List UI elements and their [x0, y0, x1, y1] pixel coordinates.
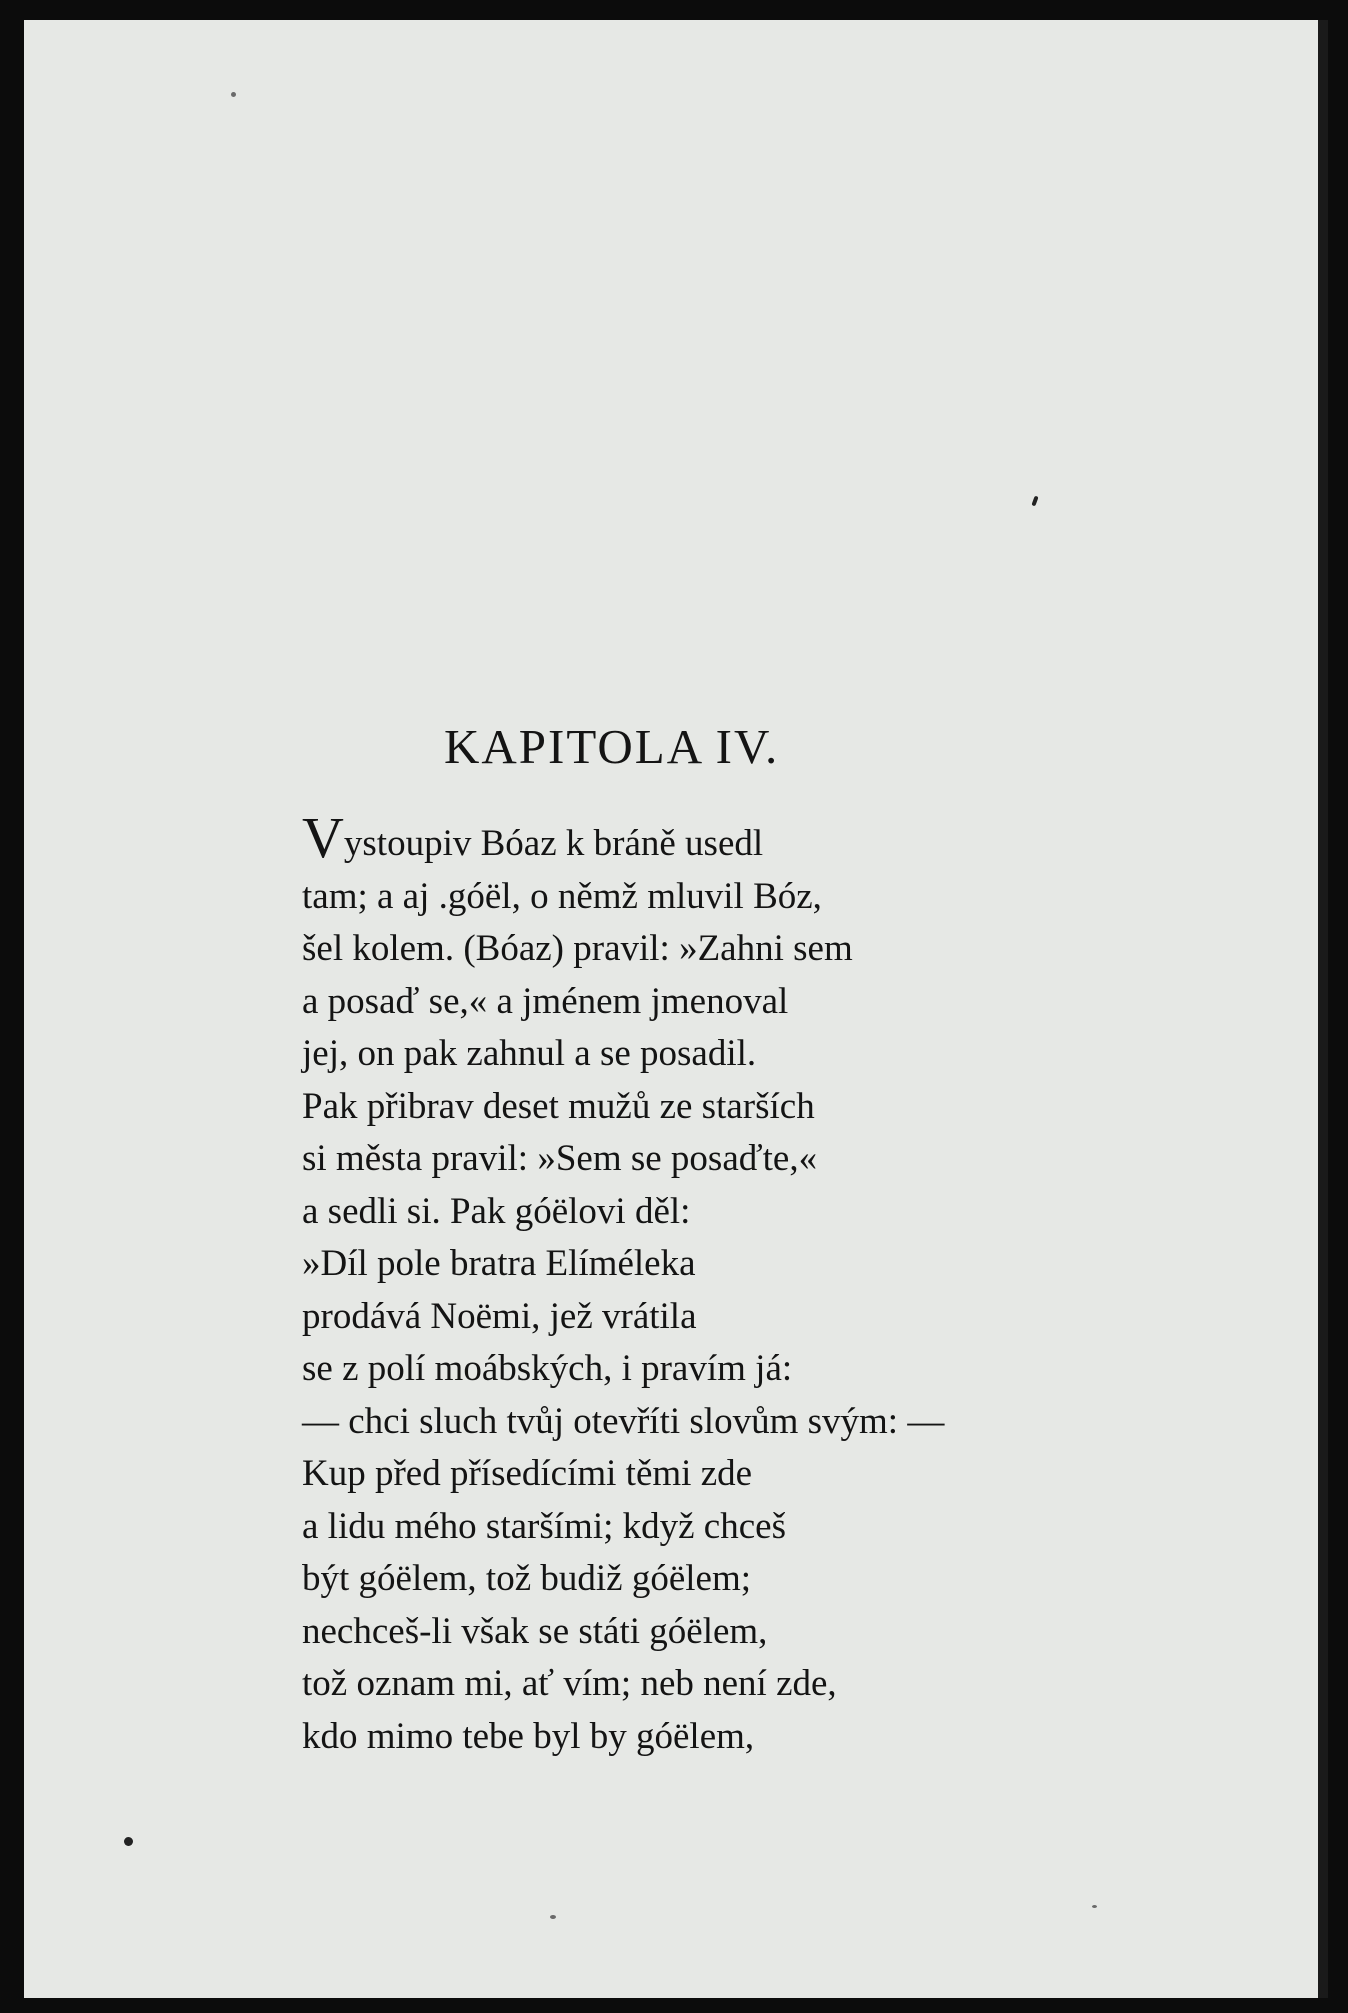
text-line: nechceš-li však se státi góëlem, — [302, 1610, 768, 1652]
dust-speck — [550, 1915, 556, 1919]
text-line-content: ystoupiv Bóaz k bráně usedl — [343, 823, 764, 864]
drop-cap: V — [302, 805, 344, 870]
text-line: prodává Noëmi, jež vrátila — [302, 1295, 697, 1337]
dust-speck — [231, 92, 236, 97]
poem-text — [302, 805, 1302, 1763]
text-line: a lidu mého staršími; když chceš — [302, 1505, 786, 1547]
text-line: kdo mimo tebe byl by góëlem, — [302, 1715, 755, 1757]
text-line: se z polí moábských, i pravím já: — [302, 1348, 793, 1389]
text-line: jej, on pak zahnul a se posadil. — [302, 1033, 757, 1074]
chapter-heading: KAPITOLA IV. — [444, 719, 780, 774]
text-line: a posaď se,« a jménem jmenoval — [302, 980, 789, 1022]
dust-speck — [124, 1837, 133, 1846]
text-line: si města pravil: »Sem se posaďte,« — [302, 1138, 818, 1179]
text-line: být góëlem, tož budiž góëlem; — [302, 1558, 752, 1599]
text-line — [302, 805, 1302, 871]
text-line: tam; a aj .góël, o němž mluvil Bóz, — [302, 875, 822, 917]
text-line: šel kolem. (Bóaz) pravil: »Zahni sem — [302, 928, 853, 969]
text-line: Kup před přísedícími těmi zde — [302, 1453, 753, 1494]
text-line: tož oznam mi, ať vím; neb není zde, — [302, 1663, 837, 1704]
text-line: »Díl pole bratra Elíméleka — [302, 1243, 696, 1284]
text-line: — chci sluch tvůj otevříti slovům svým: — — [302, 1400, 945, 1442]
dust-speck — [1092, 1905, 1097, 1908]
page-right-edge — [1318, 20, 1328, 1998]
text-line: a sedli si. Pak góëlovi děl: — [302, 1190, 691, 1232]
dust-speck — [1031, 496, 1038, 507]
text-line: Pak přibrav deset mužů ze starších — [302, 1085, 815, 1127]
